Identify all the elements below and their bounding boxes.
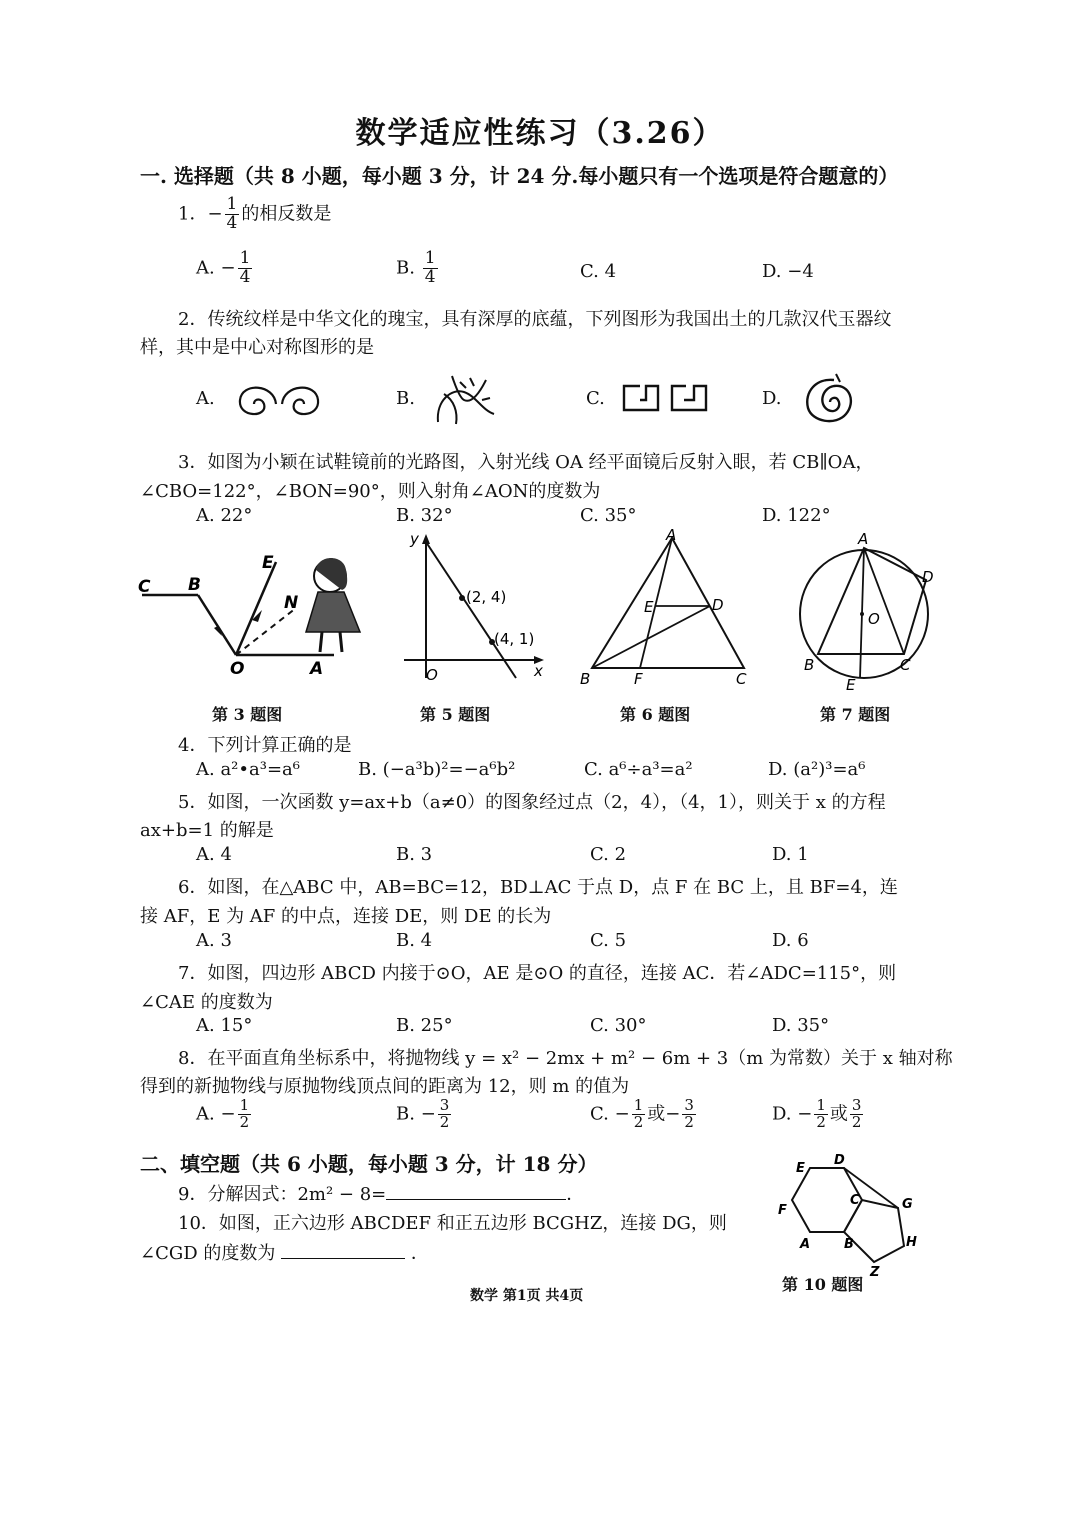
question-7-line-1: 7．如图，四边形 ABCD 内接于⊙O，AE 是⊙O 的直径，连接 AC．若∠ADC=115°，则 xyxy=(178,963,897,984)
question-10-line-2: ∠CGD 的度数为 ． xyxy=(140,1239,429,1265)
fig5-label-point-a: (2, 4) xyxy=(466,588,507,606)
q5-option-d: D. 1 xyxy=(772,844,809,865)
q4-option-c: C. a⁶÷a³=a² xyxy=(584,759,693,780)
fig6-label-f: F xyxy=(634,670,643,688)
q6-option-c: C. 5 xyxy=(590,930,627,951)
question-6-line-1: 6．如图，在△ABC 中，AB=BC=12，BD⊥AC 于点 D，点 F 在 BC 上，且 BF=4，连 xyxy=(178,877,898,898)
question-10-line-1: 10．如图，正六边形 ABCDEF 和正五边形 BCGHZ，连接 DG，则 xyxy=(178,1213,727,1234)
question-2-line-2: 样，其中是中心对称图形的是 xyxy=(140,337,374,358)
q5-option-c: C. 2 xyxy=(590,844,627,865)
fig3-label-c: C xyxy=(138,577,151,597)
fig6-label-e: E xyxy=(644,598,654,616)
q2-pattern-c-icon xyxy=(618,378,714,418)
figure-10-caption: 第 10 题图 xyxy=(782,1275,864,1294)
fig3-label-a: A xyxy=(310,659,324,679)
question-5-line-2: ax+b=1 的解是 xyxy=(140,820,274,841)
fig10-label-z: Z xyxy=(870,1265,880,1278)
q7-option-b: B. 25° xyxy=(396,1015,453,1036)
page-footer: 数学 第1页 共4页 xyxy=(470,1288,584,1304)
fig7-label-o: O xyxy=(868,610,880,628)
q7-option-d: D. 35° xyxy=(772,1015,830,1036)
q2-option-c-label: C. xyxy=(586,388,605,409)
fig6-label-a: A xyxy=(666,526,677,544)
q6-option-a: A. 3 xyxy=(196,930,232,951)
fig10-label-e: E xyxy=(796,1161,805,1176)
question-8-line-1: 8．在平面直角坐标系中，将抛物线 y = x² − 2mx + m² − 6m + 3（m 为常数）关于 x 轴对称 xyxy=(178,1048,953,1069)
figure-7-caption: 第 7 题图 xyxy=(820,705,891,724)
q2-pattern-b-icon xyxy=(430,370,500,428)
fig10-label-f: F xyxy=(778,1203,787,1218)
question-8-line-2: 得到的新抛物线与原抛物线顶点间的距离为 12，则 m 的值为 xyxy=(140,1076,630,1097)
fig3-label-e: E xyxy=(262,553,274,573)
fig7-label-c: C xyxy=(900,656,911,674)
q1-option-b: B. $\frac{1}{4}$ xyxy=(396,248,436,287)
q2-pattern-d-icon xyxy=(800,370,860,428)
q9-answer-blank[interactable] xyxy=(386,1181,566,1200)
fig3-label-o: O xyxy=(230,659,245,679)
figure-7-circle xyxy=(790,524,950,694)
q2-pattern-a-icon xyxy=(234,378,324,422)
q3-option-a: A. 22° xyxy=(196,505,253,526)
figure-5-linear-function xyxy=(398,530,548,690)
q4-option-a: A. a²•a³=a⁶ xyxy=(196,759,300,780)
figure-5-caption: 第 5 题图 xyxy=(420,705,491,724)
girl-illustration xyxy=(306,558,360,652)
figure-6-caption: 第 6 题图 xyxy=(620,705,691,724)
q10-answer-blank[interactable] xyxy=(281,1240,405,1259)
q5-option-b: B. 3 xyxy=(396,844,433,865)
q8-option-c: C. − $\frac{1}{2}$ 或− $\frac{3}{2}$ xyxy=(590,1096,694,1131)
q7-option-a: A. 15° xyxy=(196,1015,253,1036)
question-1: 1．− $\frac{1}{4}$ 的相反数是 xyxy=(178,194,332,233)
fig6-label-c: C xyxy=(736,670,747,688)
figure-3-caption: 第 3 题图 xyxy=(212,705,283,724)
q1-option-d: D. −4 xyxy=(762,261,814,282)
question-4: 4．下列计算正确的是 xyxy=(178,735,352,756)
q8-option-b: B. − $\frac{3}{2}$ xyxy=(396,1096,450,1131)
point-2-4 xyxy=(459,595,465,601)
section-2-heading: 二、填空题（共 6 小题，每小题 3 分，计 18 分） xyxy=(140,1152,598,1176)
q4-option-b: B. (−a³b)²=−a⁶b² xyxy=(358,759,516,780)
figure-6-triangle xyxy=(576,524,756,690)
question-2-line-1: 2．传统纹样是中华文化的瑰宝，具有深厚的底蕴，下列图形为我国出土的几款汉代玉器纹 xyxy=(178,309,892,330)
q2-option-d-label: D. xyxy=(762,388,782,409)
q3-option-b: B. 32° xyxy=(396,505,453,526)
fig3-label-n: N xyxy=(284,593,299,613)
fig10-label-c: C xyxy=(850,1193,860,1208)
fig7-label-a: A xyxy=(858,530,869,548)
fig10-label-a: A xyxy=(800,1237,811,1252)
figure-3-light-path xyxy=(134,540,374,690)
fig10-label-d: D xyxy=(834,1153,845,1168)
fig5-label-x: x xyxy=(534,662,543,680)
question-9: 9．分解因式：2m² − 8= ． xyxy=(178,1180,584,1206)
page-title: 数学适应性练习（3.26） xyxy=(355,116,725,151)
question-3-line-2: ∠CBO=122°，∠BON=90°，则入射角∠AON的度数为 xyxy=(140,481,601,502)
q1-option-a: A. − $\frac{1}{4}$ xyxy=(196,248,251,287)
figure-10-hexagon-pentagon xyxy=(772,1150,928,1278)
fig3-label-b: B xyxy=(188,575,201,595)
section-1-heading: 一. 选择题（共 8 小题，每小题 3 分，计 24 分.每小题只有一个选项是符合题意的） xyxy=(140,164,899,188)
fig7-label-e: E xyxy=(846,676,856,694)
q6-option-b: B. 4 xyxy=(396,930,433,951)
fig5-label-point-b: (4, 1) xyxy=(494,630,535,648)
fig10-label-h: H xyxy=(906,1235,917,1250)
q7-option-c: C. 30° xyxy=(590,1015,647,1036)
fig10-label-g: G xyxy=(902,1197,913,1212)
fig5-label-y: y xyxy=(410,530,419,548)
fig5-label-o: O xyxy=(426,666,438,684)
fig10-label-b: B xyxy=(844,1237,854,1252)
q2-option-a-label: A. xyxy=(196,388,215,409)
fig6-label-b: B xyxy=(580,670,591,688)
question-5-line-1: 5．如图，一次函数 y=ax+b（a≠0）的图象经过点（2，4），（4，1），则关于 x 的方程 xyxy=(178,792,886,813)
q8-option-a: A. − $\frac{1}{2}$ xyxy=(196,1096,250,1131)
question-7-line-2: ∠CAE 的度数为 xyxy=(140,992,273,1013)
fig7-label-d: D xyxy=(922,568,934,586)
q5-option-a: A. 4 xyxy=(196,844,232,865)
q8-option-d: D. − $\frac{1}{2}$ 或 $\frac{3}{2}$ xyxy=(772,1096,862,1131)
q2-option-b-label: B. xyxy=(396,388,415,409)
q1-option-c: C. 4 xyxy=(580,261,617,282)
q3-option-c: C. 35° xyxy=(580,505,637,526)
q3-option-d: D. 122° xyxy=(762,505,831,526)
fig7-label-b: B xyxy=(804,656,815,674)
question-3-line-1: 3．如图为小颖在试鞋镜前的光路图，入射光线 OA 经平面镜后反射入眼，若 CB∥OA， xyxy=(178,452,874,473)
question-6-line-2: 接 AF，E 为 AF 的中点，连接 DE，则 DE 的长为 xyxy=(140,906,552,927)
fig6-label-d: D xyxy=(712,596,724,614)
q6-option-d: D. 6 xyxy=(772,930,809,951)
q4-option-d: D. (a²)³=a⁶ xyxy=(768,759,866,780)
